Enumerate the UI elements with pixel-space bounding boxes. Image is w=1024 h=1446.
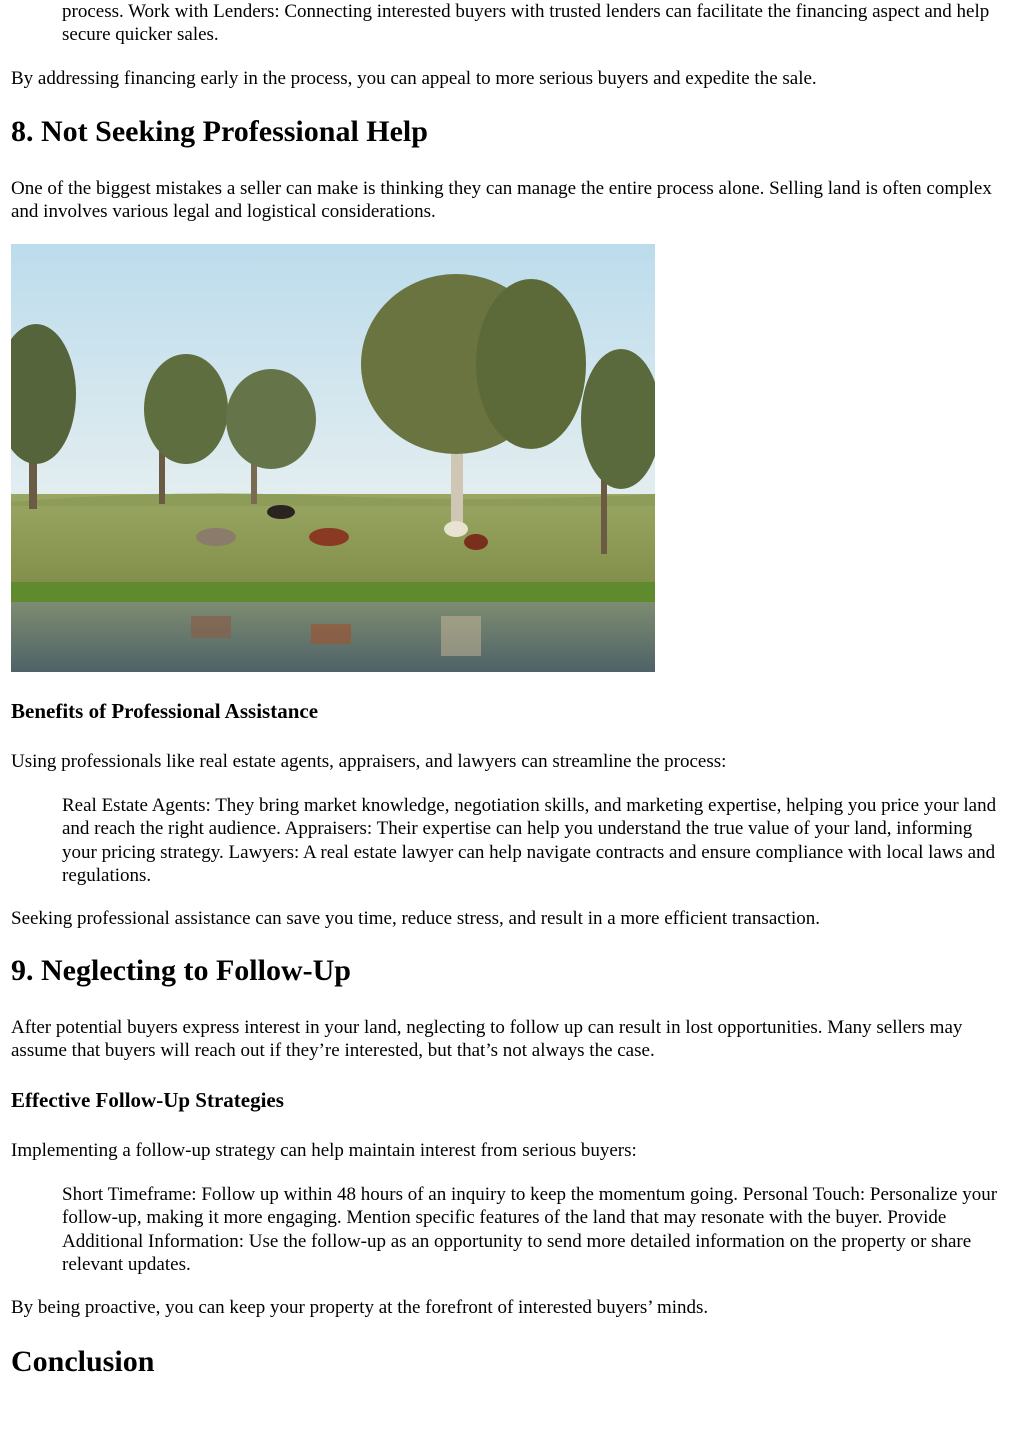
blockquote-lenders: process. Work with Lenders: Connecting interested buyers with trusted lenders can facilitate the financing aspect and help secure quicker sales.: [62, 1, 990, 46]
heading-conclusion: Conclusion: [11, 1345, 155, 1378]
blockquote-professionals: Real Estate Agents: They bring market knowledge, negotiation skills, and marketing expertise, helping you price your land and reach the right audience. Appraisers: Their expertise can help you understand the true value of your land, informing your pricing strategy. Lawyers: A real estate lawyer can help navigate contracts and ensure compliance with local laws and regulations.: [62, 795, 997, 886]
paragraph-seeking-assistance: Seeking professional assistance can save you time, reduce stress, and result in a more efficient transaction.: [11, 908, 820, 929]
heading-not-seeking-help: 8. Not Seeking Professional Help: [11, 115, 428, 148]
blockquote-strategies: Short Timeframe: Follow up within 48 hours of an inquiry to keep the momentum going. Personal Touch: Personalize your follow-up, making it more engaging. Mention specific features of the land that may resonate with the buyer. Provide Additional Information: Use the follow-up as an opportunity to send more detailed information on the property or share relevant updates.: [62, 1184, 998, 1275]
heading-neglecting-follow-up: 9. Neglecting to Follow-Up: [11, 954, 351, 987]
paragraph-biggest-mistakes: One of the biggest mistakes a seller can make is thinking they can manage the entire process alone. Selling land is often complex and involves various legal and logistical considerations.: [11, 178, 992, 223]
paragraph-follow-up: After potential buyers express interest in your land, neglecting to follow up can result in lost opportunities. Many sellers may assume that buyers will reach out if they’re interested, but that’s not always the case.: [11, 1017, 963, 1062]
paragraph-financing: By addressing financing early in the process, you can appeal to more serious buyers and expedite the sale.: [11, 68, 817, 89]
subheading-strategies: Effective Follow-Up Strategies: [11, 1088, 284, 1112]
paragraph-using-professionals: Using professionals like real estate agents, appraisers, and lawyers can streamline the process:: [11, 751, 727, 772]
paragraph-proactive: By being proactive, you can keep your property at the forefront of interested buyers’ minds.: [11, 1297, 709, 1318]
paragraph-implementing: Implementing a follow-up strategy can help maintain interest from serious buyers:: [11, 1140, 637, 1161]
subheading-benefits: Benefits of Professional Assistance: [11, 699, 319, 723]
pasture-photo: [11, 244, 655, 672]
